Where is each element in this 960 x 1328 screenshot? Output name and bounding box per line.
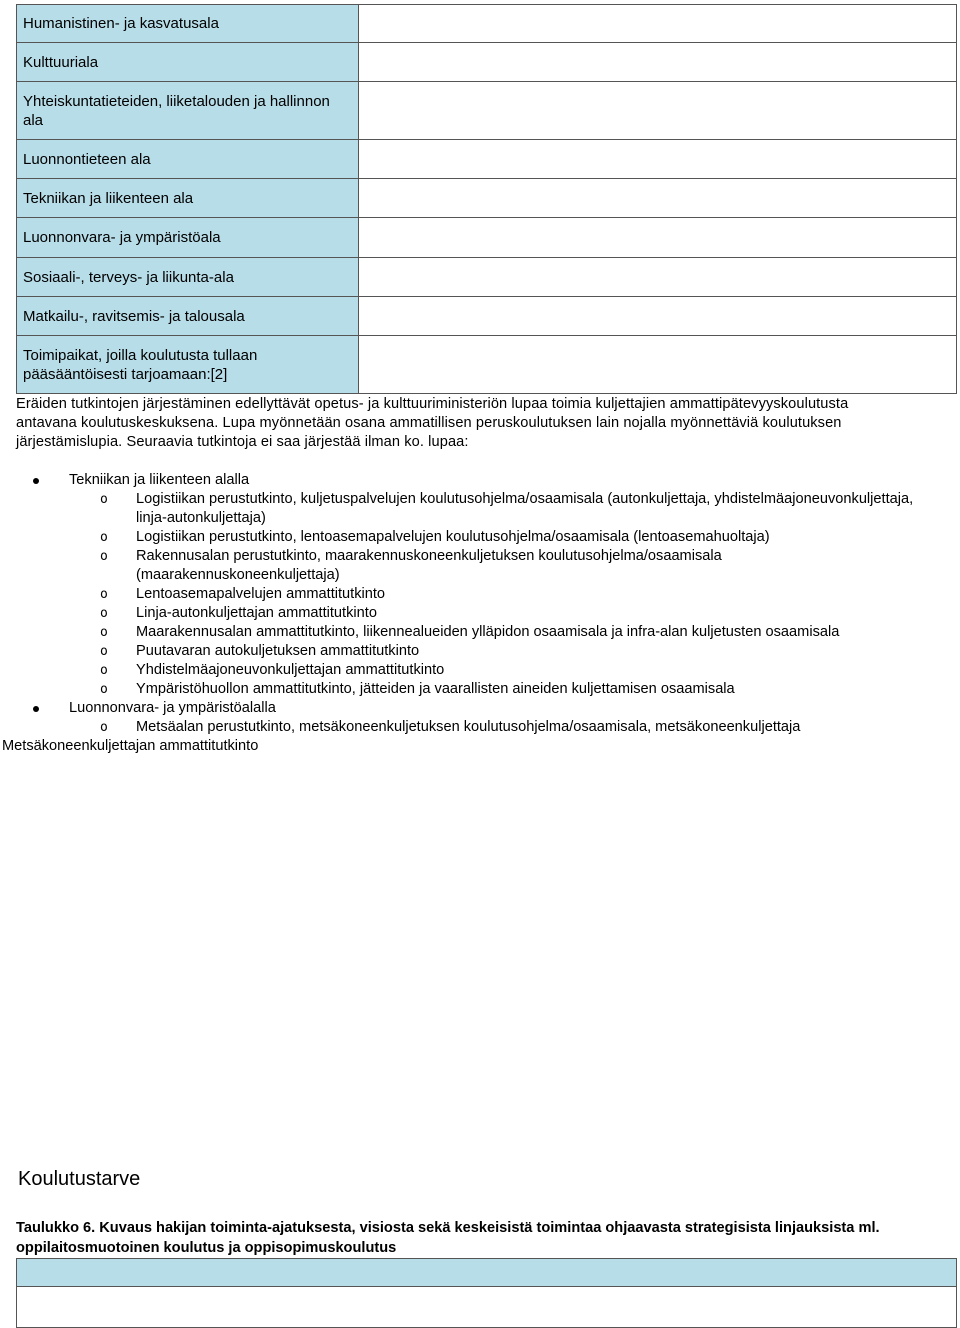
circle-bullet-icon: o (100, 492, 108, 507)
list-item: o Rakennusalan perustutkinto, maarakennuskoneenkuljetuksen koulutusohjelma/osaamisala (maarakennuskoneenkuljettaja) (100, 548, 722, 583)
list-item: o Metsäalan perustutkinto, metsäkoneenkuljetuksen koulutusohjelma/osaamisala, metsäkoneenkuljettaja (100, 719, 801, 735)
field-value-cell[interactable] (359, 82, 957, 140)
field-value-cell[interactable] (359, 218, 957, 258)
strategy-table-body-cell[interactable] (17, 1287, 957, 1328)
education-fields-table (16, 4, 957, 394)
license-notice: Eräiden tutkintojen järjestäminen edellyttävät opetus- ja kulttuuriministeriön lupaa toimia kuljettajien ammattipätevyyskoulutusta antavana koulutuskeskuksena. Lupa myönnetään osana ammatillisen peruskoulutuksen lain nojalla myönnettäviä koulutuksen järjestämislupia. Seuraavia tutkintoja ei saa järjestää ilman ko. lupaa: (16, 396, 849, 450)
circle-bullet-icon: o (100, 587, 108, 602)
circle-bullet-icon: o (100, 549, 108, 564)
qualification-list (0, 471, 960, 756)
bullet-icon (33, 706, 39, 712)
locations-label: Toimipaikat, joilla koulutusta tullaan pääsääntöisesti tarjoamaan:[2] (17, 336, 359, 394)
table-caption: Taulukko 6. Kuvaus hakijan toiminta-ajatuksesta, visiosta sekä keskeisistä toimintaa ohjaavasta strategisista linjauksista ml. oppilaitosmuotoinen koulutus ja oppisopimuskoulutus (16, 1220, 880, 1256)
field-label: Matkailu-, ravitsemis- ja talousala (17, 297, 359, 336)
list-item: o Logistiikan perustutkinto, kuljetuspalvelujen koulutusohjelma/osaamisala (autonkuljettaja, yhdistelmäajoneuvonkuljettaja, linja-autonkuljettaja) (100, 491, 914, 526)
list-item: o Yhdistelmäajoneuvonkuljettajan ammattitutkinto (100, 662, 445, 678)
field-label: Tekniikan ja liikenteen ala (17, 179, 359, 218)
field-value-cell[interactable] (359, 43, 957, 82)
locations-value-cell[interactable] (359, 336, 957, 394)
list-item: o Linja-autonkuljettajan ammattitutkinto (100, 605, 377, 621)
list-item: o Ympäristöhuollon ammattitutkinto, jätteiden ja vaarallisten aineiden kuljettamisen osaamisala (100, 681, 735, 697)
field-value-cell[interactable] (359, 297, 957, 336)
list-group-title: Tekniikan ja liikenteen alalla (0, 471, 960, 490)
strategy-table-header-cell (17, 1259, 957, 1287)
circle-bullet-icon: o (100, 625, 108, 640)
bullet-icon (33, 478, 39, 484)
list-item: o Maarakennusalan ammattitutkinto, liikennealueiden ylläpidon osaamisala ja infra-alan kuljetusten osaamisala (100, 624, 840, 640)
list-item: o Puutavaran autokuljetuksen ammattitutkinto (100, 643, 420, 659)
circle-bullet-icon: o (100, 682, 108, 697)
list-item: o Logistiikan perustutkinto, lentoasemapalvelujen koulutusohjelma/osaamisala (lentoasemahuoltaja) (100, 529, 770, 545)
section-heading: Koulutustarve (18, 1168, 141, 1190)
trailing-qualification: Metsäkoneenkuljettajan ammattitutkinto (2, 738, 259, 754)
circle-bullet-icon: o (100, 720, 108, 735)
field-value-cell[interactable] (359, 5, 957, 43)
circle-bullet-icon: o (100, 530, 108, 545)
field-label: Humanistinen- ja kasvatusala (17, 5, 359, 43)
circle-bullet-icon: o (100, 644, 108, 659)
field-value-cell[interactable] (359, 258, 957, 297)
field-label: Luonnonvara- ja ympäristöala (17, 218, 359, 258)
circle-bullet-icon: o (100, 606, 108, 621)
list-item: o Lentoasemapalvelujen ammattitutkinto (100, 586, 386, 602)
circle-bullet-icon: o (100, 663, 108, 678)
field-label: Luonnontieteen ala (17, 140, 359, 179)
field-label: Sosiaali-, terveys- ja liikunta-ala (17, 258, 359, 297)
field-value-cell[interactable] (359, 140, 957, 179)
field-label: Yhteiskuntatieteiden, liiketalouden ja hallinnon ala (17, 82, 359, 140)
field-value-cell[interactable] (359, 179, 957, 218)
strategy-table (16, 1258, 957, 1328)
field-label: Kulttuuriala (17, 43, 359, 82)
list-group-title: Luonnonvara- ja ympäristöalalla (0, 699, 960, 718)
